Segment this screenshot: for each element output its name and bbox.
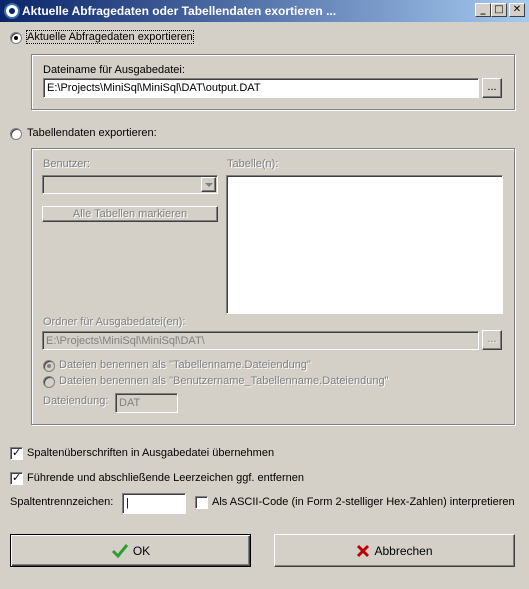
ok-button[interactable] <box>10 534 251 567</box>
checkbox-column-headers[interactable] <box>10 447 23 460</box>
filename-value: E:\Projects\MiniSql\MiniSql\DAT\output.DAT <box>47 82 261 94</box>
radio-table-export[interactable] <box>10 128 22 140</box>
app-icon <box>4 3 20 19</box>
browse-folder-button[interactable] <box>482 330 502 350</box>
checkbox-trim-spaces[interactable] <box>10 472 23 485</box>
chevron-down-icon <box>205 183 213 188</box>
cancel-button-label: Abbrechen <box>374 543 433 558</box>
mark-all-tables-label: Alle Tabellen markieren <box>72 208 188 220</box>
checkbox-ascii-code[interactable] <box>195 496 208 509</box>
ascii-code-label[interactable]: Als ASCII-Code (in Form 2-stelliger Hex-Zahlen) interpretieren <box>212 496 515 508</box>
checkmark-icon <box>111 543 129 559</box>
browse-folder-label: ... <box>487 333 497 345</box>
user-select-dropdown-button[interactable] <box>201 177 216 192</box>
filename-label: Dateiname für Ausgabedatei: <box>43 64 185 76</box>
folder-label: Ordner für Ausgabedatei(en): <box>43 316 186 328</box>
window-title: Aktuelle Abfragedaten oder Tabellendaten exortieren ... <box>22 4 337 18</box>
folder-value: E:\Projects\MiniSql\MiniSql\DAT\ <box>46 335 205 347</box>
radio-naming-user-table-ext[interactable] <box>43 376 55 388</box>
tables-listbox[interactable] <box>226 175 503 314</box>
separator-value: | <box>126 497 129 509</box>
close-icon: ✕ <box>512 4 522 15</box>
title-bar[interactable] <box>0 0 529 22</box>
cross-icon <box>356 544 370 558</box>
radio-query-export-label[interactable]: Aktuelle Abfragedaten exportieren <box>27 31 193 43</box>
column-headers-label[interactable]: Spaltenüberschriften in Ausgabedatei übernehmen <box>27 447 275 459</box>
maximize-icon: □ <box>494 4 504 15</box>
ok-button-label: OK <box>132 543 151 558</box>
separator-input[interactable] <box>122 493 186 514</box>
trim-spaces-label[interactable]: Führende und abschließende Leerzeichen ggf. entfernen <box>27 472 305 484</box>
radio-table-export-label[interactable]: Tabellendaten exportieren: <box>27 127 157 139</box>
minimize-icon: _ <box>480 4 486 15</box>
browse-file-button[interactable] <box>482 78 502 98</box>
extension-value: DAT <box>119 397 141 409</box>
close-button[interactable] <box>509 3 525 17</box>
tables-label: Tabelle(n): <box>227 158 279 170</box>
separator-label: Spaltentrennzeichen: <box>10 496 114 508</box>
mark-all-tables-button[interactable] <box>42 206 218 222</box>
minimize-button[interactable] <box>475 3 491 17</box>
user-select[interactable] <box>42 175 218 194</box>
radio-naming-table-ext[interactable] <box>43 360 55 372</box>
user-label: Benutzer: <box>43 158 91 170</box>
naming-option-2-label[interactable]: Dateien benennen als "Benutzername_Tabellenname.Dateiendung" <box>59 375 389 387</box>
extension-label: Dateiendung: <box>43 395 109 407</box>
radio-query-export[interactable] <box>10 32 22 44</box>
extension-input[interactable] <box>115 393 178 413</box>
browse-file-label: ... <box>487 81 497 93</box>
folder-input[interactable] <box>42 331 479 350</box>
filename-input[interactable] <box>43 78 479 98</box>
cancel-button[interactable] <box>274 534 515 567</box>
naming-option-1-label[interactable]: Dateien benennen als "Tabellenname.Dateiendung" <box>59 359 311 371</box>
maximize-button[interactable] <box>491 3 507 17</box>
